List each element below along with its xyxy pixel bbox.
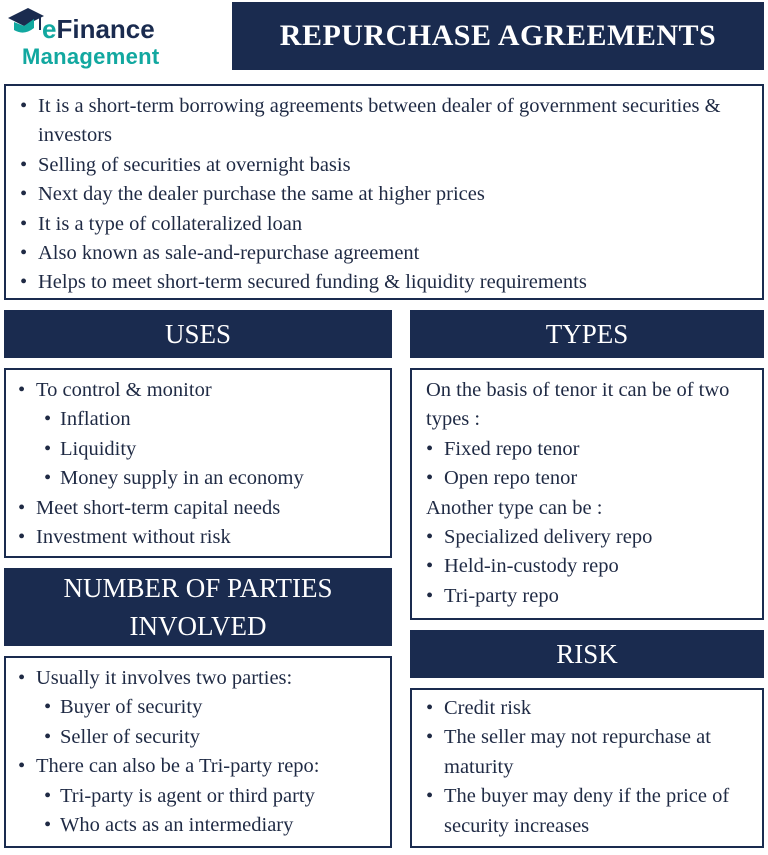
list-subitem: • Buyer of security [14,693,384,722]
list-item: • The buyer may deny if the price of security increases [422,782,756,841]
list-item: • Tri-party repo [422,582,756,611]
list-item: • Held-in-custody repo [422,552,756,581]
list-item: • Credit risk [422,694,756,723]
risk-heading: RISK [410,630,764,678]
list-item: • Next day the dealer purchase the same at higher prices [16,180,754,209]
logo-brand-line1: eFinance [42,14,155,44]
list-item: • It is a short-term borrowing agreements between dealer of government securities & investors [16,92,754,151]
page-title: REPURCHASE AGREEMENTS [232,2,764,70]
list-item: • Selling of securities at overnight basis [16,151,754,180]
list-item: • There can also be a Tri-party repo: [14,752,384,781]
list-subitem: • Tri-party is agent or third party [14,782,384,811]
list-subitem: • Liquidity [14,435,384,464]
list-item: • The seller may not repurchase at maturity [422,723,756,782]
list-item: • Usually it involves two parties: [14,664,384,693]
list-subitem: • Money supply in an economy [14,464,384,493]
types-list [422,376,756,611]
list-item: • Also known as sale-and-repurchase agreement [16,239,754,268]
parties-panel [4,656,392,848]
list-item: • Meet short-term capital needs [14,494,384,523]
list-item: • Open repo tenor [422,464,756,493]
logo-brand-line2: Management [22,44,160,69]
risk-panel [410,688,764,848]
types-intro-text: On the basis of tenor it can be of two types : [426,379,730,431]
intro-panel [4,84,764,300]
list-item: • Investment without risk [14,523,384,552]
list-item: • To control & monitor [14,376,384,405]
list-item: • Helps to meet short-term secured funding & liquidity requirements [16,268,754,297]
uses-list [14,376,384,552]
list-item: • Fixed repo tenor [422,435,756,464]
uses-heading: USES [4,310,392,358]
types-heading: TYPES [410,310,764,358]
types-another-text: Another type can be : [426,496,603,519]
list-item: • Specialized delivery repo [422,523,756,552]
risk-list [422,694,756,841]
types-panel [410,368,764,620]
parties-list [14,664,384,840]
list-subitem: • Seller of security [14,723,384,752]
list-subitem: • Inflation [14,405,384,434]
uses-panel [4,368,392,558]
intro-list [16,92,754,298]
graduation-cap-icon [6,4,46,38]
parties-heading: NUMBER OF PARTIES INVOLVED [4,568,392,646]
list-item: • It is a type of collateralized loan [16,210,754,239]
list-subitem: • Who acts as an intermediary [14,811,384,840]
logo [0,0,228,72]
